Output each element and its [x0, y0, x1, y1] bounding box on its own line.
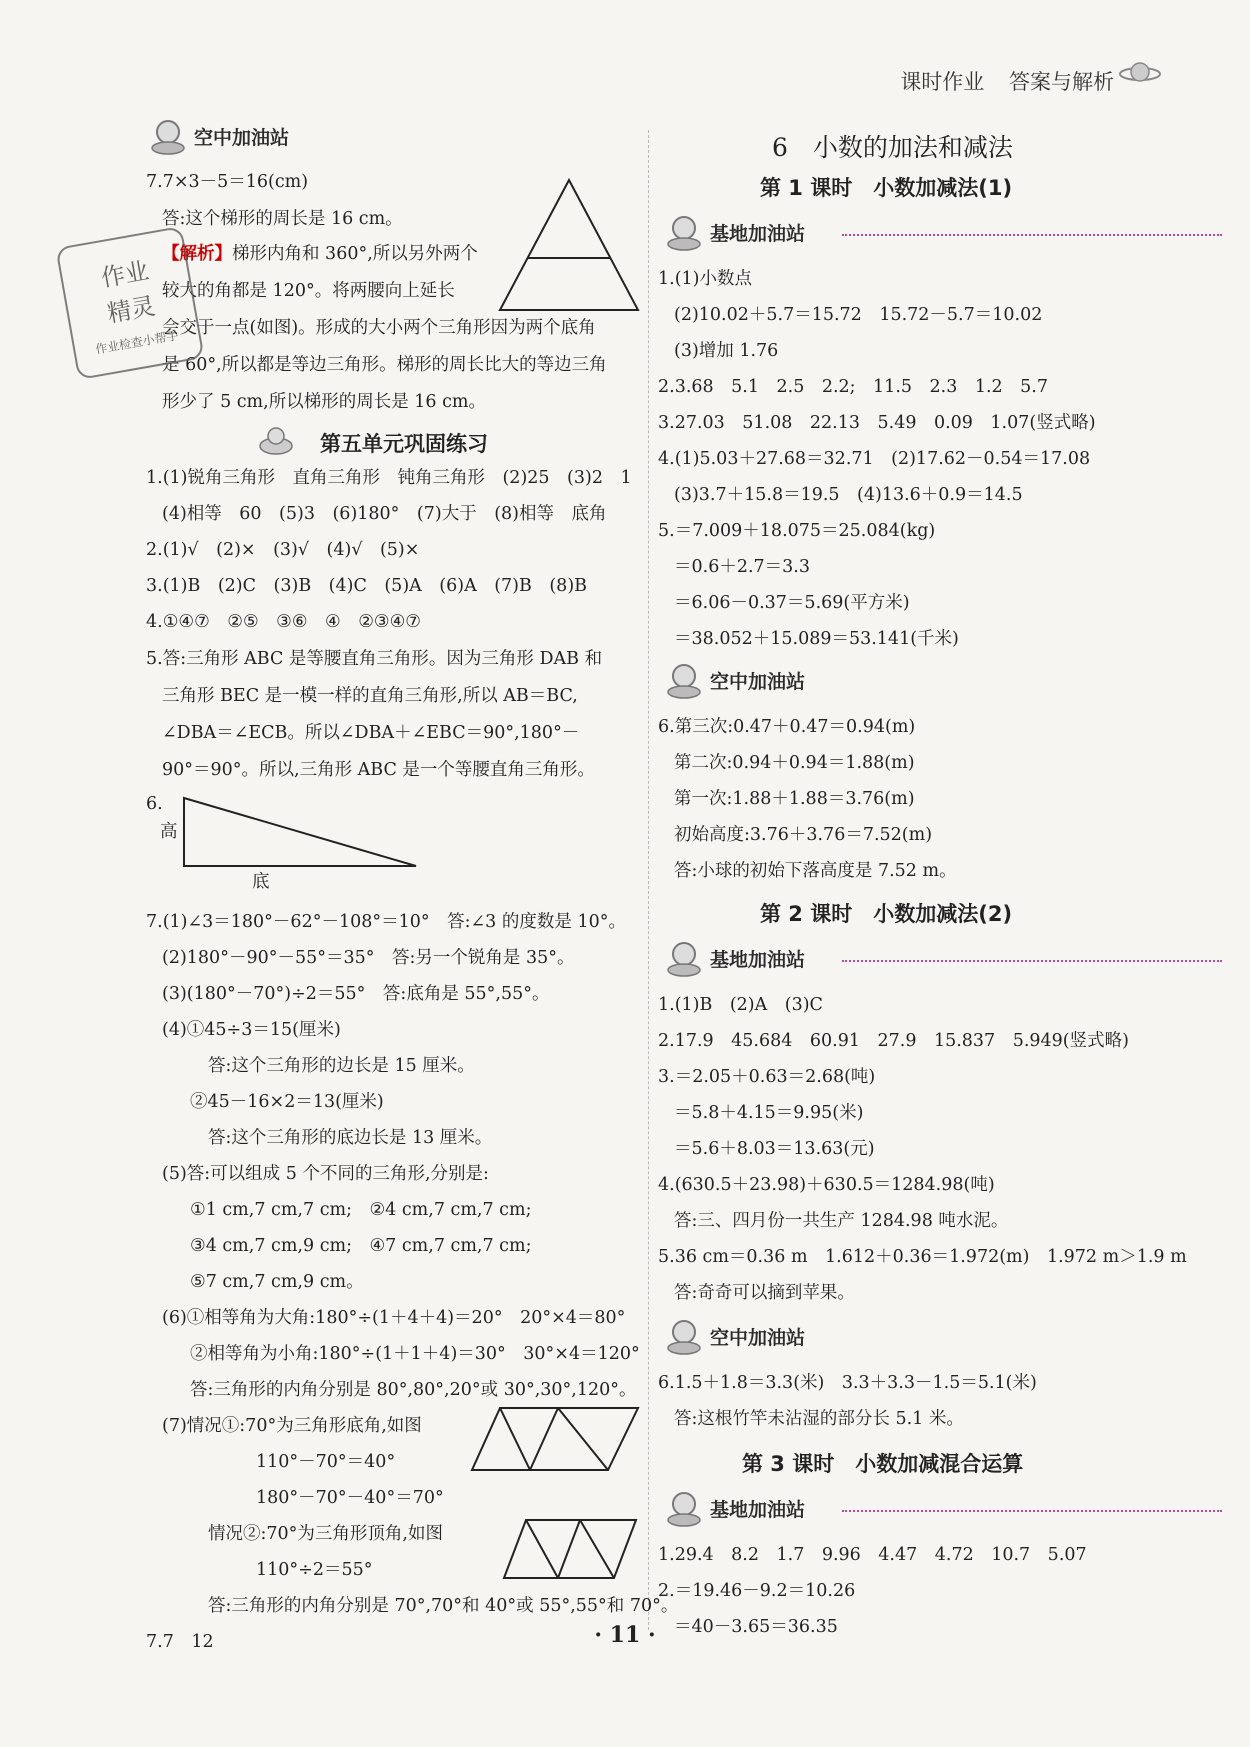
- header-item-answers: 答案与解析: [1009, 70, 1114, 94]
- b6-line-a: 6.1.5＋1.8＝3.3(米) 3.3＋3.3－1.5＝5.1(米): [658, 1373, 1037, 1393]
- q7-line-j: ③4 cm,7 cm,9 cm; ④7 cm,7 cm,7 cm;: [190, 1236, 532, 1256]
- moon-icon: [616, 118, 642, 152]
- a6-line-c: 第一次:1.88＋1.88＝3.76(m): [674, 789, 915, 809]
- q7-line-t: 答:三角形的内角分别是 70°,70°和 40°或 55°,55°和 70°。: [208, 1596, 679, 1616]
- q7-line-h: (5)答:可以组成 5 个不同的三角形,分别是:: [162, 1164, 489, 1184]
- analysis-line-3: 会交于一点(如图)。形成的大小两个三角形因为两个底角: [162, 318, 596, 338]
- header-bar: [882, 66, 1114, 96]
- b2-line: 2.17.9 45.684 60.91 27.9 15.837 5.949(竖式略): [658, 1031, 1129, 1051]
- q1-line-b: (4)相等 60 (5)3 (6)180° (7)大于 (8)相等 底角: [162, 504, 607, 524]
- trapezoid-triangle-figure: [496, 176, 642, 316]
- q7-line-d: (4)①45÷3＝15(厘米): [162, 1020, 341, 1040]
- a3-line: 3.27.03 51.08 22.13 5.49 0.09 1.07(竖式略): [658, 413, 1096, 433]
- q5-line-d: 90°＝90°。所以,三角形 ABC 是一个等腰直角三角形。: [162, 760, 595, 780]
- analysis-line-2: 较大的角都是 120°。将两腰向上延长: [162, 281, 455, 301]
- right-triangle-figure: [180, 794, 420, 870]
- b3-line-b: ＝5.8＋4.15＝9.95(米): [674, 1103, 864, 1123]
- stamp-logo: [55, 226, 204, 380]
- q6-base-label: 底: [252, 872, 270, 892]
- q4-line: 4.①④⑦ ②⑤ ③⑥ ④ ②③④⑦: [146, 612, 421, 632]
- q7-line-g: 答:这个三角形的底边长是 13 厘米。: [208, 1128, 493, 1148]
- c2-line-a: 2.＝19.46－9.2＝10.26: [658, 1581, 856, 1601]
- b3-line-a: 3.＝2.05＋0.63＝2.68(吨): [658, 1067, 876, 1087]
- q7-line-p: 110°－70°＝40°: [256, 1452, 396, 1472]
- banner-label: 空中加油站: [710, 1326, 806, 1349]
- q6-label: 6.: [146, 794, 163, 814]
- a4-line-a: 4.(1)5.03＋27.68＝32.71 (2)17.62－0.54＝17.08: [658, 449, 1091, 469]
- b4-line-a: 4.(630.5＋23.98)＋630.5＝1284.98(吨): [658, 1175, 995, 1195]
- q7-line-e: 答:这个三角形的边长是 15 厘米。: [208, 1056, 475, 1076]
- banner-label: 空中加油站: [194, 126, 290, 149]
- a6-line-e: 答:小球的初始下落高度是 7.52 m。: [674, 861, 957, 881]
- q5-line-a: 5.答:三角形 ABC 是等腰直角三角形。因为三角形 DAB 和: [146, 649, 603, 669]
- a6-line-d: 初始高度:3.76＋3.76＝7.52(m): [674, 825, 933, 845]
- q7-line-m: ②相等角为小角:180°÷(1＋1＋4)＝30° 30°×4＝120°: [190, 1344, 640, 1364]
- line-7: 7.7×3－5＝16(cm): [146, 172, 309, 192]
- analysis-line-4: 是 60°,所以都是等边三角形。梯形的周长比大的等边三角: [162, 355, 607, 375]
- mascot-icon: [662, 938, 706, 978]
- page-number: · 11 ·: [594, 1622, 656, 1648]
- lesson-1-title: 第 1 课时 小数加减法(1): [760, 176, 1013, 200]
- moon-icon: [1128, 664, 1154, 698]
- unit-mascot-icon: [258, 424, 294, 458]
- c1-line: 1.29.4 8.2 1.7 9.96 4.47 4.72 10.7 5.07: [658, 1545, 1087, 1565]
- a6-line-a: 6.第三次:0.47＋0.47＝0.94(m): [658, 717, 916, 737]
- q7-line-s: 110°÷2＝55°: [256, 1560, 373, 1580]
- mascot-icon: [662, 1316, 706, 1356]
- analysis-line-1: [162, 242, 478, 266]
- b3-line-c: ＝5.6＋8.03＝13.63(元): [674, 1139, 875, 1159]
- banner-label: 基地加油站: [710, 948, 806, 971]
- b4-line-b: 答:三、四月份一共生产 1284.98 吨水泥。: [674, 1211, 1009, 1231]
- moon-icon: [1128, 1320, 1154, 1354]
- q7-line-f: ②45－16×2＝13(厘米): [190, 1092, 384, 1112]
- a5-line-c: ＝6.06－0.37＝5.69(平方米): [674, 593, 910, 613]
- q7-line-a: 7.(1)∠3＝180°－62°－108°＝10° 答:∠3 的度数是 10°。: [146, 912, 626, 932]
- q7-line-i: ①1 cm,7 cm,7 cm; ②4 cm,7 cm,7 cm;: [190, 1200, 532, 1220]
- b5-line-a: 5.36 cm＝0.36 m 1.612＋0.36＝1.972(m) 1.972 m＞1.9 m: [658, 1247, 1187, 1267]
- lesson-2-title: 第 2 课时 小数加减法(2): [760, 902, 1013, 926]
- q2-line: 2.(1)√ (2)× (3)√ (4)√ (5)×: [146, 540, 420, 560]
- q7-line-r: 情况②:70°为三角形顶角,如图: [208, 1524, 443, 1544]
- q5-line-b: 三角形 BEC 是一模一样的直角三角形,所以 AB＝BC,: [162, 686, 578, 706]
- b6-line-b: 答:这根竹竿未沾湿的部分长 5.1 米。: [674, 1409, 964, 1429]
- q7-line-l: (6)①相等角为大角:180°÷(1＋4＋4)＝20° 20°×4＝80°: [162, 1308, 626, 1328]
- c2-line-b: ＝40－3.65＝36.35: [674, 1617, 838, 1637]
- b5-line-b: 答:奇奇可以摘到苹果。: [674, 1283, 855, 1303]
- q1-line-a: 1.(1)锐角三角形 直角三角形 钝角三角形 (2)25 (3)2 1: [146, 468, 632, 488]
- q7-line-b: (2)180°－90°－55°＝35° 答:另一个锐角是 35°。: [162, 948, 575, 968]
- mascot-icon: [662, 212, 706, 252]
- q7-line-k: ⑤7 cm,7 cm,9 cm。: [190, 1272, 364, 1292]
- chapter-title: 6 小数的加法和减法: [772, 133, 1013, 162]
- a5-line-a: 5.＝7.009＋18.075＝25.084(kg): [658, 521, 936, 541]
- dotted-line: [842, 234, 1222, 236]
- banner-label: 空中加油站: [710, 670, 806, 693]
- answer-line: 答:这个梯形的周长是 16 cm。: [162, 209, 403, 229]
- dotted-line: [842, 1510, 1222, 1512]
- parallelogram-figure-1: [470, 1404, 642, 1474]
- q7-line-n: 答:三角形的内角分别是 80°,80°,20°或 30°,30°,120°。: [190, 1380, 637, 1400]
- a5-line-d: ＝38.052＋15.089＝53.141(千米): [674, 629, 959, 649]
- a2-line: 2.3.68 5.1 2.5 2.2; 11.5 2.3 1.2 5.7: [658, 377, 1049, 397]
- a4-line-b: (3)3.7＋15.8＝19.5 (4)13.6＋0.9＝14.5: [674, 485, 1023, 505]
- q6-height-label: 高: [160, 822, 178, 842]
- parallelogram-figure-2: [500, 1516, 640, 1582]
- dotted-line: [842, 960, 1222, 962]
- b1-line: 1.(1)B (2)A (3)C: [658, 995, 823, 1015]
- q5-line-c: ∠DBA＝∠ECB。所以∠DBA＋∠EBC＝90°,180°－: [162, 723, 580, 743]
- banner-air-station-1: [662, 660, 805, 700]
- banner-air-station-2: [662, 1316, 805, 1356]
- column-divider: [648, 130, 649, 1630]
- a6-line-b: 第二次:0.94＋0.94＝1.88(m): [674, 753, 915, 773]
- stamp-text-a: 作业: [98, 256, 152, 293]
- mascot-icon: [146, 116, 190, 156]
- a1-line-c: (3)增加 1.76: [674, 341, 779, 361]
- mascot-icon: [662, 1488, 706, 1528]
- analysis-tag: 【解析】: [162, 244, 232, 264]
- a1-line-b: (2)10.02＋5.7＝15.72 15.72－5.7＝10.02: [674, 305, 1043, 325]
- mascot-icon: [662, 660, 706, 700]
- banner-base-station-3: [662, 1488, 1222, 1528]
- lesson-3-title: 第 3 课时 小数加减混合运算: [742, 1452, 1024, 1476]
- stamp-text-b: 精灵: [105, 291, 158, 328]
- banner-base-station-2: [662, 938, 1222, 978]
- q7-line-c: (3)(180°－70°)÷2＝55° 答:底角是 55°,55°。: [162, 984, 550, 1004]
- q7-line-o: (7)情况①:70°为三角形底角,如图: [162, 1416, 422, 1436]
- header-item-homework: 课时作业: [900, 70, 985, 94]
- unit-title: 第五单元巩固练习: [320, 432, 488, 456]
- analysis-line-5: 形少了 5 cm,所以梯形的周长是 16 cm。: [162, 392, 487, 412]
- analysis-text-1: 梯形内角和 360°,所以另外两个: [232, 244, 478, 264]
- banner-label: 基地加油站: [710, 222, 806, 245]
- banner-label: 基地加油站: [710, 1498, 806, 1521]
- banner-air-station-left: [146, 116, 289, 156]
- q3-line: 3.(1)B (2)C (3)B (4)C (5)A (6)A (7)B (8)B: [146, 576, 588, 596]
- q7-line-q: 180°－70°－40°＝70°: [256, 1488, 444, 1508]
- stamp-text-c: 作业检查小帮手: [94, 328, 180, 357]
- banner-base-station-1: [662, 212, 1222, 252]
- q8-line: 7.7 12: [146, 1632, 214, 1652]
- planet-icon: [1118, 60, 1162, 86]
- a5-line-b: ＝0.6＋2.7＝3.3: [674, 557, 810, 577]
- a1-line-a: 1.(1)小数点: [658, 269, 752, 289]
